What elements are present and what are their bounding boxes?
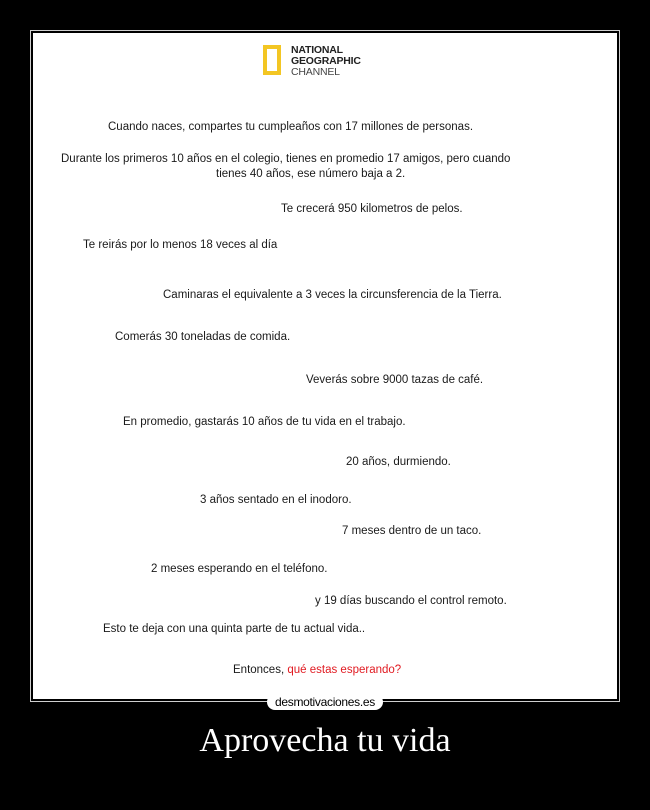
poster	[33, 33, 617, 699]
fact-line-11: 7 meses dentro de un taco.	[342, 525, 482, 537]
logo-line3: CHANNEL	[291, 66, 340, 78]
closing-highlight: qué estas esperando?	[287, 664, 402, 676]
yellow-frame-icon	[263, 45, 281, 75]
fact-line-7: Veverás sobre 9000 tazas de café.	[306, 374, 484, 386]
fact-line-9: 20 años, durmiendo.	[346, 456, 451, 468]
fact-line-4: Te reirás por lo menos 18 veces al día	[83, 239, 278, 251]
closing-question	[233, 664, 401, 676]
fact-line-8: En promedio, gastarás 10 años de tu vida en el trabajo.	[123, 416, 406, 428]
fact-line-14: Esto te deja con una quinta parte de tu actual vida..	[103, 623, 366, 635]
logo-line2: GEOGRAPHIC	[291, 55, 361, 67]
poster-caption: Aprovecha tu vida	[199, 722, 451, 759]
site-watermark: desmotivaciones.es	[267, 694, 383, 710]
fact-line-6: Comerás 30 toneladas de comida.	[115, 331, 291, 343]
fact-line-1: Cuando naces, compartes tu cumpleaños con 17 millones de personas.	[108, 121, 474, 133]
fact-line-5: Caminaras el equivalente a 3 veces la circunsferencia de la Tierra.	[163, 289, 502, 301]
fact-line-12: 2 meses esperando en el teléfono.	[151, 563, 328, 575]
national-geographic-logo	[263, 45, 373, 87]
fact-line-3: Te crecerá 950 kilometros de pelos.	[281, 203, 463, 215]
closing-lead: Entonces,	[233, 664, 285, 676]
logo-text	[291, 45, 361, 78]
fact-line-2a: Durante los primeros 10 años en el colegio, tienes en promedio 17 amigos, pero cuando	[61, 153, 511, 165]
logo-line1: NATIONAL	[291, 44, 343, 56]
fact-line-13: y 19 días buscando el control remoto.	[315, 595, 507, 607]
fact-line-2b: tienes 40 años, ese número baja a 2.	[216, 168, 406, 180]
site-watermark-wrap	[0, 693, 650, 711]
fact-line-10: 3 años sentado en el inodoro.	[200, 494, 352, 506]
